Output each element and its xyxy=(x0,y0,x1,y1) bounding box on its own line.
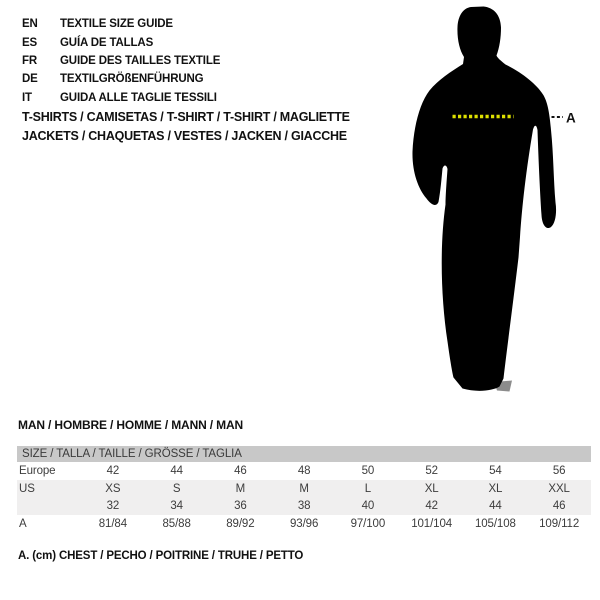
size-cell: 46 xyxy=(552,500,566,513)
size-cell: 89/92 xyxy=(226,517,255,530)
language-label: GUIDA ALLE TAGLIE TESSILI xyxy=(60,91,217,104)
size-cell: 42 xyxy=(106,464,120,477)
table-row-numeric xyxy=(17,497,591,515)
size-cell: 36 xyxy=(234,500,247,513)
size-cell: 46 xyxy=(234,464,247,477)
size-cell: XS xyxy=(105,482,121,495)
size-cell: XL xyxy=(424,482,439,495)
row-label: Europe xyxy=(19,464,56,477)
language-row-it xyxy=(22,89,220,107)
language-code: EN xyxy=(22,18,38,31)
row-label: A xyxy=(19,517,27,530)
size-cell: L xyxy=(364,482,372,495)
size-cell: 81/84 xyxy=(98,517,128,530)
size-cell: 44 xyxy=(489,500,502,513)
size-cell: 101/104 xyxy=(411,517,453,530)
size-cell: M xyxy=(299,482,309,495)
language-code: IT xyxy=(22,91,32,104)
size-cell: 48 xyxy=(297,464,311,477)
row-label: US xyxy=(19,482,35,495)
language-label: TEXTILGRÖßENFÜHRUNG xyxy=(60,73,204,86)
language-row-fr xyxy=(22,52,220,70)
language-row-de xyxy=(22,70,220,88)
language-list xyxy=(22,15,220,107)
size-table-header: SIZE / TALLA / TAILLE / GRÖSSE / TAGLIA xyxy=(17,446,591,462)
garment-categories xyxy=(22,108,350,145)
size-table xyxy=(17,446,591,533)
size-cell: 56 xyxy=(552,464,566,477)
size-cell: S xyxy=(172,482,181,495)
size-cell: XXL xyxy=(548,482,570,495)
language-label: GUIDE DES TAILLES TEXTILE xyxy=(60,54,221,67)
man-silhouette xyxy=(412,7,556,391)
size-cell: 50 xyxy=(361,464,375,477)
category-line-tshirts: T-SHIRTS / CAMISETAS / T-SHIRT / T-SHIRT / MAGLIETTE xyxy=(22,110,350,124)
size-cell: XL xyxy=(488,482,503,495)
section-title-man: MAN / HOMBRE / HOMME / MANN / MAN xyxy=(18,418,244,432)
table-row-us xyxy=(17,480,591,498)
size-cell: 32 xyxy=(106,500,120,513)
language-code: FR xyxy=(22,54,38,67)
measurement-footnote: A. (cm) CHEST / PECHO / POITRINE / TRUHE / PETTO xyxy=(18,550,304,562)
measure-label-a: A xyxy=(566,110,576,126)
size-cell: 97/100 xyxy=(350,517,386,530)
size-cell: 34 xyxy=(170,500,183,513)
size-cell: 93/96 xyxy=(289,517,319,530)
size-cell: 54 xyxy=(489,464,502,477)
size-cell: 38 xyxy=(297,500,311,513)
language-label: TEXTILE SIZE GUIDE xyxy=(60,18,173,31)
man-silhouette-figure xyxy=(400,0,600,400)
language-label: GUÍA DE TALLAS xyxy=(60,36,154,49)
table-row-europe xyxy=(17,462,591,480)
language-row-en xyxy=(22,15,220,33)
category-line-jackets: JACKETS / CHAQUETAS / VESTES / JACKEN / GIACCHE xyxy=(22,128,347,143)
size-cell: 105/108 xyxy=(474,517,516,530)
size-cell: 40 xyxy=(361,500,375,513)
table-row-chest-a xyxy=(17,515,591,533)
language-row-es xyxy=(22,33,220,51)
size-cell: 52 xyxy=(425,464,438,477)
size-cell: 85/88 xyxy=(162,517,191,530)
size-cell: 44 xyxy=(170,464,183,477)
size-cell: 109/112 xyxy=(539,517,580,530)
size-cell: M xyxy=(235,482,246,495)
size-cell: 42 xyxy=(425,500,438,513)
language-code: ES xyxy=(22,36,38,49)
language-code: DE xyxy=(22,73,38,86)
